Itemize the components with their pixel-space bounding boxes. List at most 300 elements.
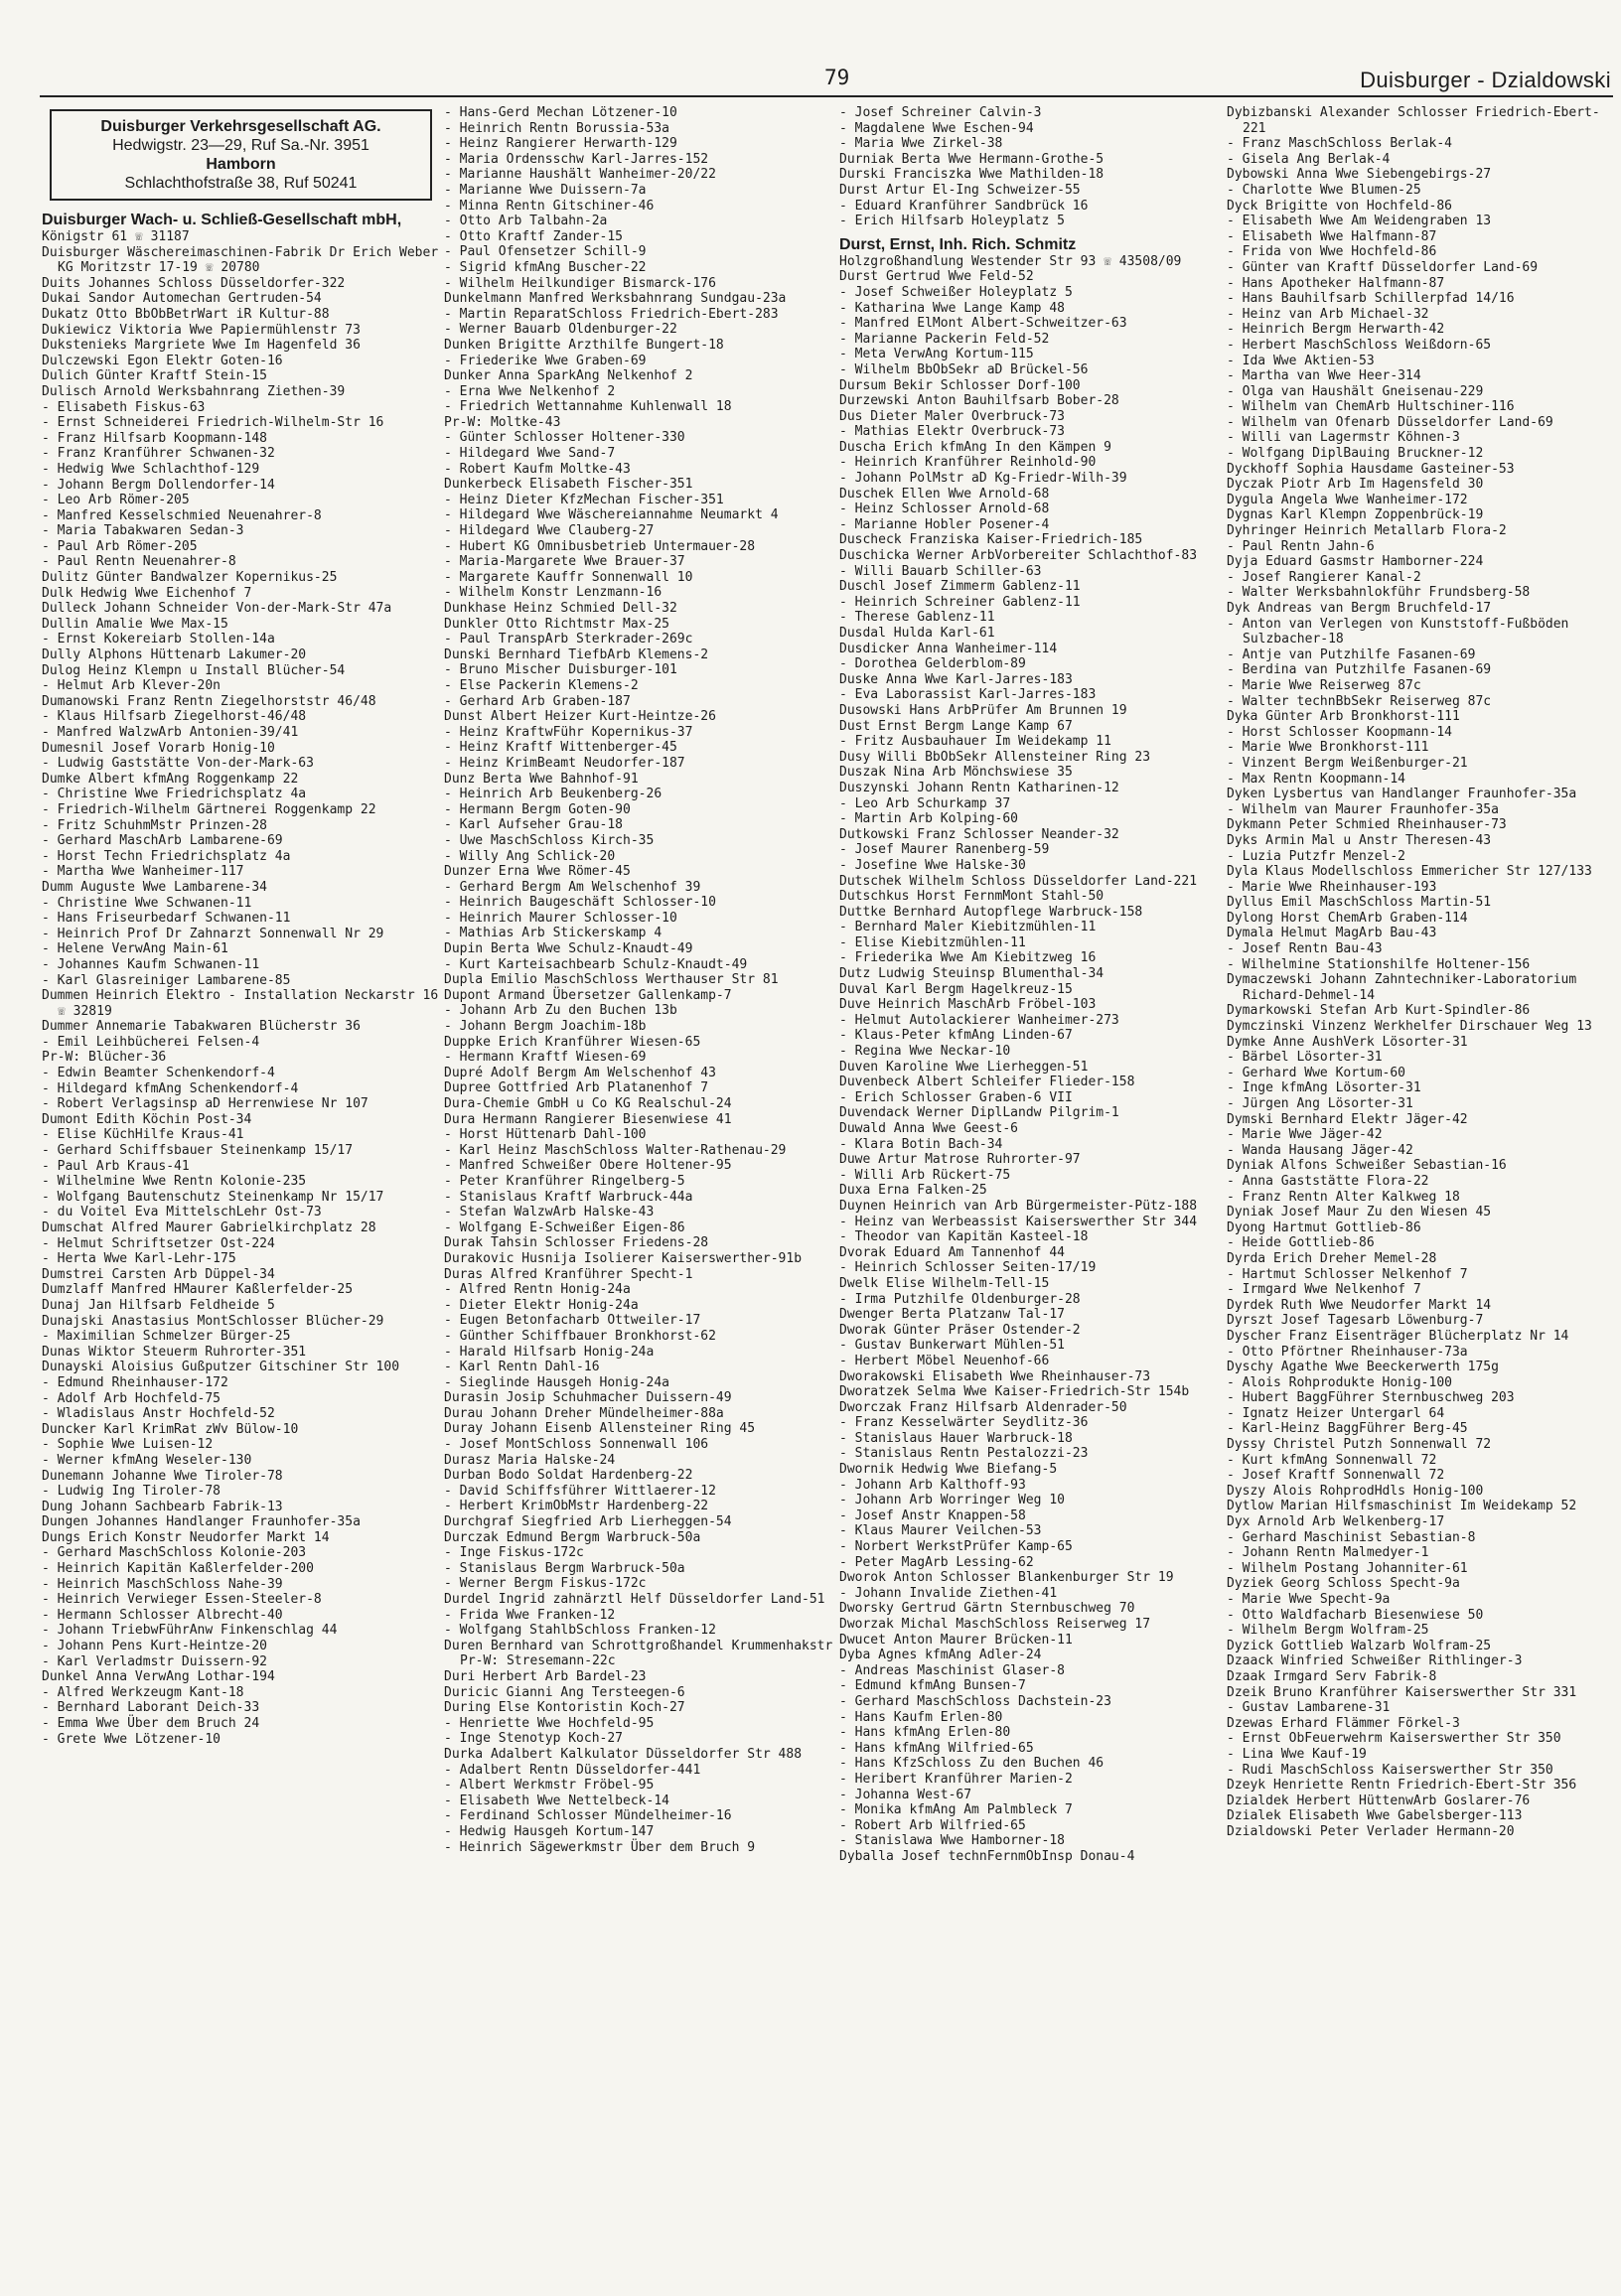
directory-entry: - Martha Wwe Wanheimer-117 [42, 864, 244, 880]
directory-entry: - Friedrich-Wilhelm Gärtnerei Roggenkamp 22 [42, 801, 376, 817]
directory-entry: - Wilhelm van Maurer Fraunhofer-35a [1227, 801, 1499, 817]
directory-entry: - Heinz KraftwFühr Kopernikus-37 [444, 724, 693, 740]
directory-entry: - Lina Wwe Kauf-19 [1227, 1746, 1367, 1762]
directory-entry: Dzaak Irmgard Serv Fabrik-8 [1227, 1668, 1437, 1684]
directory-entry: - Paul Rentn Jahn-6 [1227, 538, 1375, 554]
directory-entry: - Helene VerwAng Main-61 [42, 941, 228, 957]
directory-entry: Dumont Edith Köchin Post-34 [42, 1111, 252, 1127]
directory-entry: - Charlotte Wwe Blumen-25 [1227, 182, 1421, 198]
directory-entry: - Grete Wwe Lötzener-10 [42, 1731, 221, 1747]
directory-entry: Dvorak Eduard Am Tannenhof 44 [839, 1244, 1065, 1260]
directory-entry: Dumm Auguste Wwe Lambarene-34 [42, 879, 267, 895]
directory-entry: - Therese Gablenz-11 [839, 610, 995, 626]
directory-entry: - Walter Werksbahnlokführ Frundsberg-58 [1227, 585, 1531, 601]
directory-entry: Durzewski Anton Bauhilfsarb Bober-28 [839, 393, 1119, 409]
directory-entry: - Robert Arb Wilfried-65 [839, 1817, 1026, 1833]
directory-entry: - Bärbel Lösorter-31 [1227, 1050, 1383, 1066]
directory-entry: - Norbert WerkstPrüfer Kamp-65 [839, 1539, 1073, 1555]
directory-entry: Dyla Klaus Modellschloss Emmericher Str 127/133 [1227, 864, 1592, 880]
directory-entry: - Manfred Schweißer Obere Holtener-95 [444, 1158, 732, 1174]
directory-entry: Dykmann Peter Schmied Rheinhauser-73 [1227, 817, 1507, 833]
directory-entry: Dunemann Johanne Wwe Tiroler-78 [42, 1468, 283, 1484]
directory-entry: Dumschat Alfred Maurer Gabrielkirchplatz 28 [42, 1220, 376, 1235]
directory-entry: - Johann TriebwFührAnw Finkenschlag 44 [42, 1623, 338, 1639]
directory-entry: Dzewas Erhard Flämmer Förkel-3 [1227, 1715, 1460, 1731]
directory-entry: Dyck Brigitte von Hochfeld-86 [1227, 198, 1452, 214]
directory-entry: - Rudi MaschSchloss Kaiserswerther Str 350 [1227, 1762, 1553, 1778]
directory-entry: Dumstrei Carsten Arb Düppel-34 [42, 1266, 275, 1282]
directory-entry: Dyka Günter Arb Bronkhorst-111 [1227, 709, 1460, 725]
directory-entry: During Else Kontoristin Koch-27 [444, 1700, 685, 1716]
directory-entry: Dwucet Anton Maurer Brücken-11 [839, 1632, 1073, 1648]
directory-entry: - Wilhelmine Stationshilfe Holtener-156 [1227, 956, 1531, 972]
directory-entry: - Günther Schiffbauer Bronkhorst-62 [444, 1328, 716, 1344]
directory-entry: Duszak Nina Arb Mönchswiese 35 [839, 765, 1073, 781]
directory-entry: Dusdal Hulda Karl-61 [839, 626, 995, 641]
directory-entry: Dzialek Elisabeth Wwe Gabelsberger-113 [1227, 1808, 1523, 1824]
directory-entry: Dybizbanski Alexander Schlosser Friedrich-Ebert-221 [1227, 105, 1600, 136]
directory-entry: Durakovic Husnija Isolierer Kaiserswerther-91b [444, 1250, 803, 1266]
directory-entry: Dylong Horst ChemArb Graben-114 [1227, 910, 1468, 926]
directory-entry: Duynen Heinrich van Arb Bürgermeister-Pütz-188 [839, 1198, 1198, 1214]
directory-entry: - du Voitel Eva MittelschLehr Ost-73 [42, 1205, 322, 1220]
directory-entry: - Christine Wwe Schwanen-11 [42, 895, 252, 911]
directory-entry: - Josef Schreiner Calvin-3 [839, 105, 1042, 120]
directory-entry: - Johannes Kaufm Schwanen-11 [42, 956, 260, 972]
directory-entry: Dyssy Christel Putzh Sonnenwall 72 [1227, 1437, 1492, 1453]
directory-entry: - Edmund kfmAng Bunsen-7 [839, 1678, 1026, 1694]
directory-entry: Dyhringer Heinrich Metallarb Flora-2 [1227, 523, 1507, 539]
directory-entry: Duven Karoline Wwe Lierheggen-51 [839, 1059, 1089, 1075]
business-entry: Durst, Ernst, Inh. Rich. Schmitz [839, 235, 1077, 253]
directory-entry: Dytlow Marian Hilfsmaschinist Im Weidekamp 52 [1227, 1499, 1577, 1514]
directory-entry: - Edmund Rheinhauser-172 [42, 1374, 228, 1390]
directory-entry: Durczak Edmund Bergm Warbruck-50a [444, 1529, 701, 1545]
ad-address: Hedwigstr. 23—29, Ruf Sa.-Nr. 3951 [112, 137, 369, 154]
directory-entry: Dupla Emilio MaschSchloss Werthauser Str 81 [444, 972, 779, 988]
directory-entry: - Klaus Maurer Veilchen-53 [839, 1523, 1042, 1539]
directory-entry: Dumke Albert kfmAng Roggenkamp 22 [42, 771, 299, 787]
directory-entry: - Hedwig Hausgeh Kortum-147 [444, 1823, 655, 1839]
directory-entry: - Maria-Margarete Wwe Brauer-37 [444, 554, 685, 570]
directory-entry: Dzaack Winfried Schweißer Rithlinger-3 [1227, 1653, 1523, 1669]
directory-entry: - Gerhard Arb Graben-187 [444, 693, 631, 709]
directory-entry: Dworatzek Selma Wwe Kaiser-Friedrich-Str 154b [839, 1384, 1190, 1400]
directory-entry: Dygnas Karl Klempn Zoppenbrück-19 [1227, 507, 1484, 523]
directory-entry: - Josef Kraftf Sonnenwall 72 [1227, 1468, 1445, 1484]
directory-entry: - Heinrich MaschSchloss Nahe-39 [42, 1576, 283, 1592]
directory-entry: - Hildegard Wwe Clauberg-27 [444, 523, 655, 539]
directory-entry: Duri Herbert Arb Bardel-23 [444, 1668, 647, 1684]
directory-entry: - Willi Arb Rückert-75 [839, 1167, 1011, 1183]
directory-entry: Dybowski Anna Wwe Siebengebirgs-27 [1227, 167, 1492, 183]
directory-entry: - Wolfgang StahlbSchloss Franken-12 [444, 1623, 716, 1639]
directory-entry: - Johann Invalide Ziethen-41 [839, 1585, 1058, 1601]
directory-entry: - Hubert KG Omnibusbetrieb Untermauer-28 [444, 538, 756, 554]
directory-entry: - Horst Schlosser Koopmann-14 [1227, 724, 1452, 740]
directory-entry: Dunkler Otto Richtmstr Max-25 [444, 616, 669, 632]
directory-entry: - Margarete Kauffr Sonnenwall 10 [444, 569, 693, 585]
directory-entry: - Gerhard MaschSchloss Kolonie-203 [42, 1545, 307, 1561]
directory-entry: Dunker Anna SparkAng Nelkenhof 2 [444, 368, 693, 384]
ad-district: Hamborn [206, 156, 276, 173]
directory-entry: - Irmgard Wwe Nelkenhof 7 [1227, 1282, 1421, 1298]
directory-entry: Dyschy Agathe Wwe Beeckerwerth 175g [1227, 1360, 1499, 1375]
directory-entry: - Gustav Bunkerwart Mühlen-51 [839, 1338, 1065, 1354]
directory-entry: - Heinrich Arb Beukenberg-26 [444, 787, 663, 802]
directory-entry: - Hans kfmAng Wilfried-65 [839, 1740, 1034, 1756]
directory-entry: - Josef MontSchloss Sonnenwall 106 [444, 1437, 709, 1453]
directory-entry: - Eduard Kranführer Sandbrück 16 [839, 198, 1089, 214]
directory-entry: - Heinrich Baugeschäft Schlosser-10 [444, 895, 716, 911]
directory-entry: - Günter van Kraftf Düsseldorfer Land-69 [1227, 259, 1539, 275]
directory-entry: - Ernst ObFeuerwehrm Kaiserswerther Str 350 [1227, 1731, 1561, 1747]
directory-entry: - Alfred Rentn Honig-24a [444, 1282, 631, 1298]
directory-entry: Dunaj Jan Hilfsarb Feldheide 5 [42, 1297, 275, 1313]
directory-entry: - Emma Wwe Über dem Bruch 24 [42, 1716, 260, 1731]
directory-entry: Dworak Günter Präser Ostender-2 [839, 1322, 1081, 1338]
directory-entry: Duszynski Johann Rentn Katharinen-12 [839, 780, 1119, 795]
directory-entry: - Marianne Packerin Feld-52 [839, 331, 1050, 347]
directory-entry: Dulleck Johann Schneider Von-der-Mark-Str 47a [42, 601, 392, 617]
directory-entry: Dyken Lysbertus van Handlanger Fraunhofer-35a [1227, 787, 1577, 802]
directory-entry: Durban Bodo Soldat Hardenberg-22 [444, 1468, 693, 1484]
directory-entry: - Heinrich Maurer Schlosser-10 [444, 910, 677, 926]
directory-entry: Dungs Erich Konstr Neudorfer Markt 14 [42, 1529, 330, 1545]
directory-entry: - Anton van Verlegen von Kunststoff-Fußböden Sulzbacher-18 [1227, 616, 1569, 647]
directory-entry: Dwelk Elise Wilhelm-Tell-15 [839, 1275, 1050, 1291]
directory-entry: - Martin ReparatSchloss Friedrich-Ebert-283 [444, 306, 779, 322]
directory-entry: - Eugen Betonfacharb Ottweiler-17 [444, 1313, 701, 1329]
directory-entry: - Helmut Autolackierer Wanheimer-273 [839, 1012, 1119, 1028]
directory-entry: - Otto Pförtner Rheinhauser-73a [1227, 1344, 1468, 1360]
directory-entry: - Karl Verladmstr Duissern-92 [42, 1653, 267, 1669]
directory-entry: Duwe Artur Matrose Ruhrorter-97 [839, 1152, 1081, 1168]
directory-entry: Dunayski Aloisius Gußputzer Gitschiner Str 100 [42, 1360, 400, 1375]
directory-entry: - Antje van Putzhilfe Fasanen-69 [1227, 646, 1476, 662]
directory-entry: - Inge kfmAng Lösorter-31 [1227, 1080, 1421, 1096]
directory-entry: - Heinrich Kranführer Reinhold-90 [839, 455, 1097, 471]
column-1 [42, 105, 444, 2286]
directory-entry: Dumesnil Josef Vorarb Honig-10 [42, 740, 275, 756]
directory-entry: - Werner kfmAng Weseler-130 [42, 1452, 252, 1468]
directory-entry: - Kurt Karteisachbearb Schulz-Knaudt-49 [444, 956, 748, 972]
directory-entry: - Werner Bergm Fiskus-172c [444, 1576, 647, 1592]
directory-entry: - Bernhard Laborant Deich-33 [42, 1700, 260, 1716]
directory-entry: - Ludwig Gaststätte Von-der-Mark-63 [42, 756, 314, 772]
directory-entry: - Herta Wwe Karl-Lehr-175 [42, 1251, 236, 1267]
directory-entry: Dumanowski Franz Rentn Ziegelhorststr 46/48 [42, 693, 376, 709]
business-entry: Duisburger Wach- u. Schließ-Gesellschaft mbH, [42, 212, 402, 228]
directory-entry: - Klara Botin Bach-34 [839, 1136, 1003, 1152]
directory-entry: - Luzia Putzfr Menzel-2 [1227, 848, 1406, 864]
directory-entry: - Franz Kranführer Schwanen-32 [42, 446, 275, 462]
directory-entry: - Heribert Kranführer Marien-2 [839, 1771, 1073, 1787]
directory-entry: - Sieglinde Hausgeh Honig-24a [444, 1374, 669, 1390]
directory-entry: - Elise KüchHilfe Kraus-41 [42, 1127, 244, 1143]
page-header [0, 62, 1621, 97]
directory-entry: Königstr 61 ☏ 31187 [42, 229, 190, 244]
directory-entry: Dyniak Alfons Schweißer Sebastian-16 [1227, 1158, 1507, 1174]
column-3 [839, 105, 1227, 2286]
directory-entry: Dunkelmann Manfred Werksbahnrang Sundgau-23a [444, 291, 787, 307]
directory-entry: Dzialdek Herbert HüttenwArb Goslarer-76 [1227, 1793, 1531, 1808]
directory-entry: - Hans Kaufm Erlen-80 [839, 1709, 1003, 1725]
directory-entry: Dyrdek Ruth Wwe Neudorfer Markt 14 [1227, 1297, 1492, 1313]
directory-entry: Dupont Armand Übersetzer Gallenkamp-7 [444, 987, 732, 1003]
directory-entry: - Erna Wwe Nelkenhof 2 [444, 383, 616, 399]
directory-entry: Dutschek Wilhelm Schloss Düsseldorfer Land-221 [839, 873, 1198, 889]
directory-entry: - Erich Schlosser Graben-6 VII [839, 1089, 1073, 1105]
directory-entry: Dunkel Anna VerwAng Lothar-194 [42, 1669, 275, 1685]
directory-entry: - Elisabeth Wwe Am Weidengraben 13 [1227, 214, 1492, 229]
directory-entry: Dulich Günter Kraftf Stein-15 [42, 368, 267, 384]
directory-entry: Dyniak Josef Maur Zu den Wiesen 45 [1227, 1205, 1492, 1220]
directory-entry: Dulitz Günter Bandwalzer Kopernikus-25 [42, 570, 338, 586]
directory-entry: Dura Hermann Rangierer Biesenwiese 41 [444, 1111, 732, 1127]
directory-entry: Duwald Anna Wwe Geest-6 [839, 1121, 1019, 1136]
directory-entry: - Inge Stenotyp Koch-27 [444, 1731, 624, 1747]
directory-entry: - Albert Werkmstr Fröbel-95 [444, 1778, 655, 1794]
directory-entry: - Johann Arb Kalthoff-93 [839, 1477, 1026, 1493]
directory-entry: - Adolf Arb Hochfeld-75 [42, 1390, 221, 1406]
directory-entry: Dunst Albert Heizer Kurt-Heintze-26 [444, 709, 716, 725]
directory-entry: - Robert Kaufm Moltke-43 [444, 461, 631, 477]
directory-entry: Duvenbeck Albert Schleifer Flieder-158 [839, 1075, 1135, 1090]
directory-entry: Dukstenieks Margriete Wwe Im Hagenfeld 36 [42, 338, 361, 354]
directory-entry: - Gustav Lambarene-31 [1227, 1700, 1391, 1716]
directory-entry: - Klaus Hilfsarb Ziegelhorst-46/48 [42, 709, 307, 725]
directory-entry: Duve Heinrich MaschArb Fröbel-103 [839, 997, 1097, 1013]
directory-entry: - Josef Rentn Bau-43 [1227, 941, 1383, 957]
directory-entry: Duske Anna Wwe Karl-Jarres-183 [839, 671, 1073, 687]
directory-entry: Duxa Erna Falken-25 [839, 1183, 987, 1199]
ad-branch-address: Schlachthofstraße 38, Ruf 50241 [124, 175, 358, 192]
directory-entry: - Johann Rentn Malmedyer-1 [1227, 1545, 1429, 1561]
directory-entry: - Willy Ang Schlick-20 [444, 848, 616, 864]
directory-entry: Dyja Eduard Gasmstr Hamborner-224 [1227, 554, 1484, 570]
directory-entry: - Leo Arb Römer-205 [42, 493, 190, 508]
directory-entry: - Hermann Schlosser Albrecht-40 [42, 1607, 283, 1623]
directory-entry: - Wladislaus Anstr Hochfeld-52 [42, 1406, 275, 1422]
directory-entry: - Meta VerwAng Kortum-115 [839, 347, 1034, 362]
directory-entry: Dworsky Gertrud Gärtn Sternbuschweg 70 [839, 1601, 1135, 1617]
directory-entry: - Sigrid kfmAng Buscher-22 [444, 259, 647, 275]
directory-entry: Dungen Johannes Handlanger Fraunhofer-35a [42, 1514, 361, 1530]
directory-entry: - Marie Wwe Reiserweg 87c [1227, 677, 1421, 693]
directory-entry: Dymczinski Vinzenz Werkhelfer Dirschauer Weg 13 [1227, 1019, 1592, 1035]
directory-entry: - Hartmut Schlosser Nelkenhof 7 [1227, 1266, 1468, 1282]
directory-entry: Duttke Bernhard Autopflege Warbruck-158 [839, 904, 1143, 920]
directory-entry: - Wilhelmine Wwe Rentn Kolonie-235 [42, 1174, 307, 1190]
directory-entry: - Herbert Möbel Neuenhof-66 [839, 1353, 1050, 1368]
directory-entry: - Gisela Ang Berlak-4 [1227, 151, 1391, 167]
directory-entry: - Uwe MaschSchloss Kirch-35 [444, 832, 655, 848]
directory-entry: - Josefine Wwe Halske-30 [839, 857, 1026, 873]
directory-entry: - Walter technBbSekr Reiserweg 87c [1227, 693, 1492, 709]
directory-entry: Duricic Gianni Ang Tersteegen-6 [444, 1684, 685, 1700]
directory-entry: - Marianne Hobler Posener-4 [839, 516, 1050, 532]
directory-entry: - Johann Arb Zu den Buchen 13b [444, 1003, 677, 1019]
directory-entry: Dyong Hartmut Gottlieb-86 [1227, 1220, 1421, 1235]
directory-entry: Dyrszt Josef Tagesarb Löwenburg-7 [1227, 1313, 1484, 1329]
directory-entry: Dura-Chemie GmbH u Co KG Realschul-24 [444, 1096, 732, 1111]
directory-entry: - Eva Laborassist Karl-Jarres-183 [839, 687, 1097, 703]
directory-entry: - Hubert BaggFührer Sternbuschweg 203 [1227, 1390, 1515, 1406]
directory-entry: - Harald Hilfsarb Honig-24a [444, 1344, 655, 1360]
directory-entry: - Frida von Wwe Hochfeld-86 [1227, 244, 1437, 260]
directory-entry: - Bruno Mischer Duisburger-101 [444, 662, 677, 678]
directory-entry: Durasin Josip Schuhmacher Duissern-49 [444, 1390, 732, 1406]
directory-entry: - Franz Kesselwärter Seydlitz-36 [839, 1415, 1089, 1431]
directory-entry: Dukatz Otto BbObBetrWart iR Kultur-88 [42, 306, 330, 322]
directory-entry: Dyzick Gottlieb Walzarb Wolfram-25 [1227, 1638, 1492, 1653]
directory-entry: - Horst Techn Friedrichsplatz 4a [42, 848, 291, 864]
directory-entry: - Stefan WalzwArb Halske-43 [444, 1205, 655, 1220]
directory-entry: - Heinrich Prof Dr Zahnarzt Sonnenwall Nr 29 [42, 926, 384, 941]
directory-entry: - Elisabeth Wwe Halfmann-87 [1227, 228, 1437, 244]
directory-entry: - Willi van Lagermstr Köhnen-3 [1227, 430, 1460, 446]
header-rule [40, 95, 1613, 97]
directory-entry: Dunzer Erna Wwe Römer-45 [444, 864, 631, 880]
directory-entry: Dyballa Josef technFernmObInsp Donau-4 [839, 1848, 1135, 1864]
directory-entry: Dyscher Franz Eisenträger Blücherplatz Nr 14 [1227, 1328, 1569, 1344]
directory-entry: Dyszy Alois RohprodHdls Honig-100 [1227, 1483, 1484, 1499]
directory-entry: - Gerhard MaschArb Lambarene-69 [42, 833, 283, 849]
directory-entry: Dupree Gottfried Arb Platanenhof 7 [444, 1080, 709, 1096]
directory-entry: - Robert Verlagsinsp aD Herrenwiese Nr 107 [42, 1096, 368, 1112]
directory-entry: - Johann Pens Kurt-Heintze-20 [42, 1639, 267, 1654]
directory-entry: - Ferdinand Schlosser Mündelheimer-16 [444, 1808, 732, 1824]
directory-entry: - Christine Wwe Friedrichsplatz 4a [42, 787, 307, 802]
directory-entry: - Wilhelm van Ofenarb Düsseldorfer Land-69 [1227, 414, 1553, 430]
directory-entry: - Gerhard Bergm Am Welschenhof 39 [444, 879, 701, 895]
directory-entry: - Wilhelm Bergm Wolfram-25 [1227, 1623, 1429, 1639]
directory-entry: - Helmut Schriftsetzer Ost-224 [42, 1235, 275, 1251]
directory-entry: - Katharina Wwe Lange Kamp 48 [839, 300, 1065, 316]
directory-entry: - Vinzent Bergm Weißenburger-21 [1227, 755, 1468, 771]
directory-entry: - Hildegard Wwe Sand-7 [444, 446, 616, 462]
directory-entry: - Dieter Elektr Honig-24a [444, 1297, 639, 1313]
directory-entry: Durdel Ingrid zahnärztl Helf Düsseldorfer Land-51 [444, 1592, 825, 1607]
directory-entry: - Ernst Schneiderei Friedrich-Wilhelm-Str 16 [42, 415, 384, 431]
directory-entry: Durniak Berta Wwe Hermann-Grothe-5 [839, 151, 1105, 167]
directory-entry: - Heinz Rangierer Herwarth-129 [444, 136, 677, 152]
directory-entry: Duits Johannes Schloss Düsseldorfer-322 [42, 275, 346, 291]
directory-entry: - Karl Rentn Dahl-16 [444, 1360, 600, 1375]
directory-entry: Dyckhoff Sophia Hausdame Gasteiner-53 [1227, 461, 1515, 477]
directory-entry: - Otto Waldfacharb Biesenwiese 50 [1227, 1607, 1484, 1623]
directory-entry: - Hermann Kraftf Wiesen-69 [444, 1050, 647, 1066]
directory-entry: - Sophie Wwe Luisen-12 [42, 1437, 214, 1453]
directory-entry: - Josef Anstr Knappen-58 [839, 1507, 1026, 1523]
directory-entry: Dummen Heinrich Elektro - Installation Neckarstr 16 ☏ 32819 [42, 988, 439, 1019]
column-2 [444, 105, 839, 2286]
directory-entry: Dunas Wiktor Steuerm Ruhrorter-351 [42, 1344, 307, 1360]
directory-entry: - Stanislaus Hauer Warbruck-18 [839, 1430, 1073, 1446]
directory-entry: - Hans KfzSchloss Zu den Buchen 46 [839, 1756, 1105, 1772]
directory-entry: Dworakowski Elisabeth Wwe Rheinhauser-73 [839, 1368, 1151, 1384]
directory-entry: - Regina Wwe Neckar-10 [839, 1044, 1011, 1060]
directory-entry: Dwornik Hedwig Wwe Biefang-5 [839, 1462, 1058, 1478]
directory-entry: - Gerhard MaschSchloss Dachstein-23 [839, 1693, 1111, 1709]
directory-entry: - Klaus-Peter kfmAng Linden-67 [839, 1028, 1073, 1044]
directory-entry: - Werner Bauarb Oldenburger-22 [444, 322, 677, 338]
directory-entry: - Heinz van Arb Michael-32 [1227, 306, 1429, 322]
directory-entry: - Monika kfmAng Am Palmbleck 7 [839, 1802, 1073, 1818]
directory-entry: - Martin Arb Kolping-60 [839, 811, 1019, 827]
directory-entry: Dymke Anne AushVerk Lösorter-31 [1227, 1034, 1468, 1050]
directory-entry: Dupré Adolf Bergm Am Welschenhof 43 [444, 1065, 716, 1080]
directory-entry: Dzeyk Henriette Rentn Friedrich-Ebert-Str 356 [1227, 1778, 1577, 1794]
directory-entry: - Maria Wwe Zirkel-38 [839, 136, 1003, 152]
directory-entry: Dulk Hedwig Wwe Eichenhof 7 [42, 585, 252, 601]
directory-entry: - Hildegard Wwe Wäschereiannahme Neumarkt 4 [444, 507, 779, 523]
directory-entry: Durau Johann Dreher Mündelheimer-88a [444, 1405, 724, 1421]
directory-entry: - Heinrich Rentn Borussia-53a [444, 120, 669, 136]
directory-entry: Dyx Arnold Arb Welkenberg-17 [1227, 1514, 1445, 1530]
directory-entry: Dymski Bernhard Elektr Jäger-42 [1227, 1111, 1468, 1127]
directory-entry: - Heinrich Kapitän Kaßlerfelder-200 [42, 1561, 314, 1577]
directory-entry: - Karl Glasreiniger Lambarene-85 [42, 972, 291, 988]
directory-entry: - Marie Wwe Jäger-42 [1227, 1127, 1383, 1143]
directory-entry: Dulczewski Egon Elektr Goten-16 [42, 353, 283, 368]
directory-entry: Dworzak Michal MaschSchloss Reiserweg 17 [839, 1617, 1151, 1632]
directory-entry: Dzialdowski Peter Verlader Hermann-20 [1227, 1823, 1515, 1839]
directory-entry: - Dorothea Gelderblom-89 [839, 656, 1026, 672]
directory-entry: Dukai Sandor Automechan Gertruden-54 [42, 291, 322, 307]
directory-entry: Dutkowski Franz Schlosser Neander-32 [839, 826, 1119, 842]
directory-entry: - Ida Wwe Aktien-53 [1227, 353, 1375, 368]
directory-entry: Dung Johann Sachbearb Fabrik-13 [42, 1499, 283, 1514]
directory-entry: - Inge Fiskus-172c [444, 1545, 584, 1561]
directory-entry: Dunajski Anastasius MontSchlosser Blücher-29 [42, 1313, 384, 1329]
directory-entry: - Henriette Wwe Hochfeld-95 [444, 1715, 655, 1731]
directory-entry: - Wilhelm Konstr Lenzmann-16 [444, 585, 663, 601]
directory-entry: - Heinrich Schreiner Gablenz-11 [839, 594, 1081, 610]
directory-entry: Dyziek Georg Schloss Specht-9a [1227, 1576, 1460, 1592]
directory-entry: Dunkerbeck Elisabeth Fischer-351 [444, 477, 693, 493]
directory-entry: - Ernst Kokereiarb Stollen-14a [42, 632, 275, 647]
directory-entry: Duppke Erich Kranführer Wiesen-65 [444, 1034, 701, 1050]
directory-entry: - Helmut Arb Klever-20n [42, 678, 221, 694]
directory-entry: - Heinz Schlosser Arnold-68 [839, 502, 1050, 517]
directory-entry: - Otto Arb Talbahn-2a [444, 214, 608, 229]
directory-entry: Duras Alfred Kranführer Specht-1 [444, 1266, 693, 1282]
directory-entry: Duncker Karl KrimRat zWv Bülow-10 [42, 1421, 299, 1437]
page-number: 79 [824, 66, 850, 89]
directory-entry: - Fritz SchuhmMstr Prinzen-28 [42, 817, 267, 833]
directory-entry: - Karl-Heinz BaggFührer Berg-45 [1227, 1421, 1468, 1437]
directory-entry: Duvendack Werner DiplLandw Pilgrim-1 [839, 1105, 1119, 1121]
directory-entry: - Max Rentn Koopmann-14 [1227, 771, 1406, 787]
directory-entry: - Wolfgang E-Schweißer Eigen-86 [444, 1220, 685, 1235]
directory-entry: - Alois Rohprodukte Honig-100 [1227, 1374, 1452, 1390]
directory-entry: Dutz Ludwig Steuinsp Blumenthal-34 [839, 966, 1105, 982]
directory-entry: - Johann Bergm Dollendorfer-14 [42, 477, 275, 493]
directory-entry: - Herbert MaschSchloss Weißdorn-65 [1227, 337, 1492, 353]
directory-entry: Dymarkowski Stefan Arb Kurt-Spindler-86 [1227, 1003, 1531, 1019]
directory-entry: Dworok Anton Schlosser Blankenburger Str 19 [839, 1570, 1174, 1586]
directory-entry: - Marie Wwe Rheinhauser-193 [1227, 879, 1437, 895]
directory-entry: Duray Johann Eisenb Allensteiner Ring 45 [444, 1421, 756, 1437]
directory-entry: - Ignatz Heizer Untergarl 64 [1227, 1405, 1445, 1421]
directory-entry: - Manfred ElMont Albert-Schweitzer-63 [839, 316, 1127, 332]
directory-entry: - Emil Leihbücherei Felsen-4 [42, 1034, 260, 1050]
directory-entry: Durst Artur El-Ing Schweizer-55 [839, 182, 1081, 198]
directory-entry: - Paul TranspArb Sterkrader-269c [444, 632, 693, 647]
page-range-title: Duisburger - Dzialdowski [1360, 68, 1611, 92]
